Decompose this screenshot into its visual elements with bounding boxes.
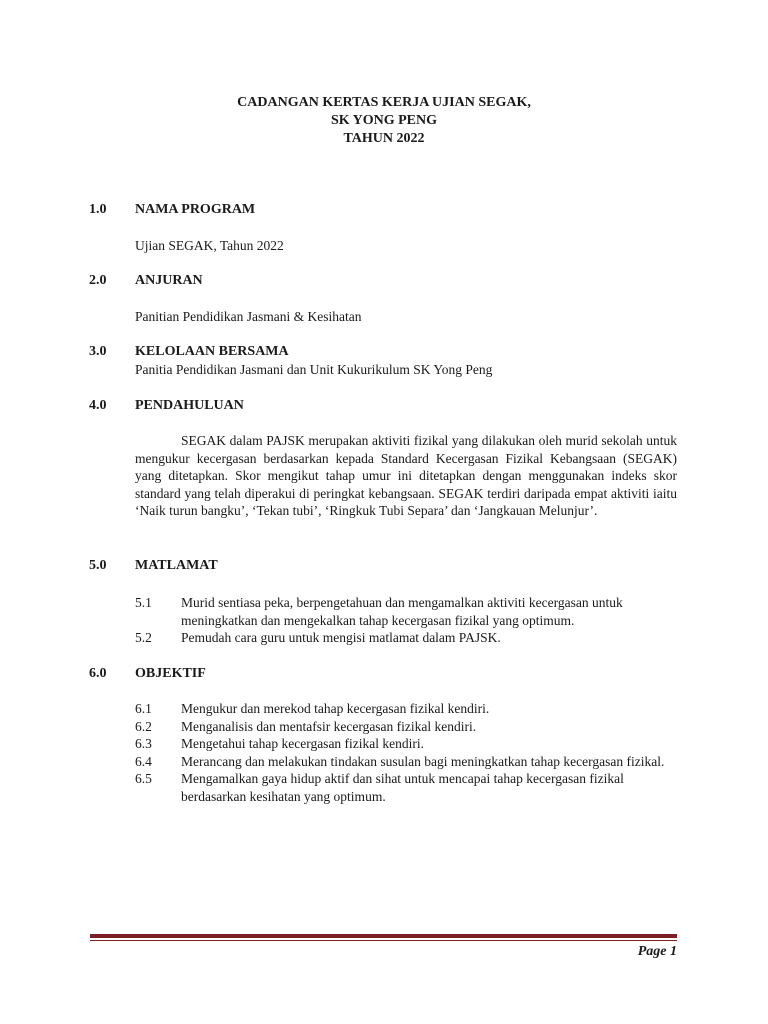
goals-list	[135, 594, 680, 647]
title-line-1: CADANGAN KERTAS KERJA UJIAN SEGAK,	[237, 95, 531, 110]
list-item-number: 6.1	[135, 701, 152, 716]
list-item-text: Pemudah cara guru untuk mengisi matlamat dalam PAJSK.	[181, 630, 501, 645]
page-number: Page 1	[637, 944, 677, 959]
list-item-number: 6.4	[135, 753, 152, 769]
section-text-2: Panitian Pendidikan Jasmani & Kesihatan	[135, 309, 362, 324]
list-item	[135, 629, 680, 647]
list-item-text: Murid sentiasa peka, berpengetahuan dan mengamalkan aktiviti kecergasan untuk meningkatkan dan mengekalkan tahap kecergasan fizikal yang optimum.	[181, 595, 623, 628]
introduction-paragraph: SEGAK dalam PAJSK merupakan aktiviti fizikal yang dilakukan oleh murid sekolah untuk mengukur kecergasan berdasarkan kepada Standard Kecergasan Fizikal Kebangsaan (SEGAK) yang ditetapkan. Skor mengikut tahap umur ini ditetapkan dengan menggunakan indeks skor standard yang telah diperakui di peringkat kebangsaan. SEGAK terdiri daripada empat aktiviti iaitu ‘Naik turun bangku’, ‘Tekan tubi’, ‘Ringkuk Tubi Separa’ dan ‘Jangkauan Melunjur’.	[135, 433, 677, 518]
title-line-3: TAHUN 2022	[343, 131, 425, 146]
section-text-3: Panitia Pendidikan Jasmani dan Unit Kukurikulum SK Yong Peng	[135, 362, 493, 377]
list-item	[135, 594, 680, 629]
footer-rule-thin	[90, 940, 677, 941]
section-number: 6.0	[89, 666, 107, 681]
section-heading-3	[89, 343, 689, 361]
section-heading-2	[89, 272, 689, 290]
section-heading-4	[89, 397, 689, 415]
section-title: MATLAMAT	[135, 558, 218, 573]
section-heading-6	[89, 665, 689, 683]
footer-rule-thick	[90, 934, 677, 938]
section-number: 5.0	[89, 558, 107, 573]
list-item-number: 5.1	[135, 595, 152, 610]
list-item-text: Mengamalkan gaya hidup aktif dan sihat untuk mencapai tahap kecergasan fizikal berdasarkan kesihatan yang optimum.	[181, 771, 624, 804]
section-title: OBJEKTIF	[135, 666, 206, 681]
section-heading-1	[89, 201, 689, 219]
list-item	[135, 700, 680, 718]
list-item	[135, 718, 680, 736]
list-item-number: 6.3	[135, 736, 152, 751]
document-title	[0, 94, 768, 148]
list-item	[135, 753, 680, 771]
list-item-text: Mengukur dan merekod tahap kecergasan fizikal kendiri.	[181, 701, 490, 716]
list-item-number: 6.2	[135, 718, 152, 734]
section-title: KELOLAAN BERSAMA	[135, 344, 289, 359]
list-item	[135, 770, 680, 805]
objectives-list	[135, 700, 680, 805]
section-heading-5	[89, 557, 689, 575]
list-item-text: Menganalisis dan mentafsir kecergasan fizikal kendiri.	[181, 718, 477, 734]
section-title: PENDAHULUAN	[135, 398, 244, 413]
title-line-2: SK YONG PENG	[330, 113, 438, 128]
section-number: 4.0	[89, 398, 107, 413]
section-number: 3.0	[89, 344, 107, 359]
section-number: 1.0	[89, 202, 107, 217]
list-item	[135, 735, 680, 753]
section-title: ANJURAN	[135, 273, 203, 288]
list-item-text: Merancang dan melakukan tindakan susulan bagi meningkatkan tahap kecergasan fizikal.	[181, 753, 665, 769]
section-text-1: Ujian SEGAK, Tahun 2022	[135, 238, 284, 253]
list-item-text: Mengetahui tahap kecergasan fizikal kendiri.	[181, 736, 425, 751]
section-title: NAMA PROGRAM	[135, 202, 256, 217]
list-item-number: 5.2	[135, 630, 152, 645]
section-number: 2.0	[89, 273, 107, 288]
list-item-number: 6.5	[135, 771, 152, 786]
